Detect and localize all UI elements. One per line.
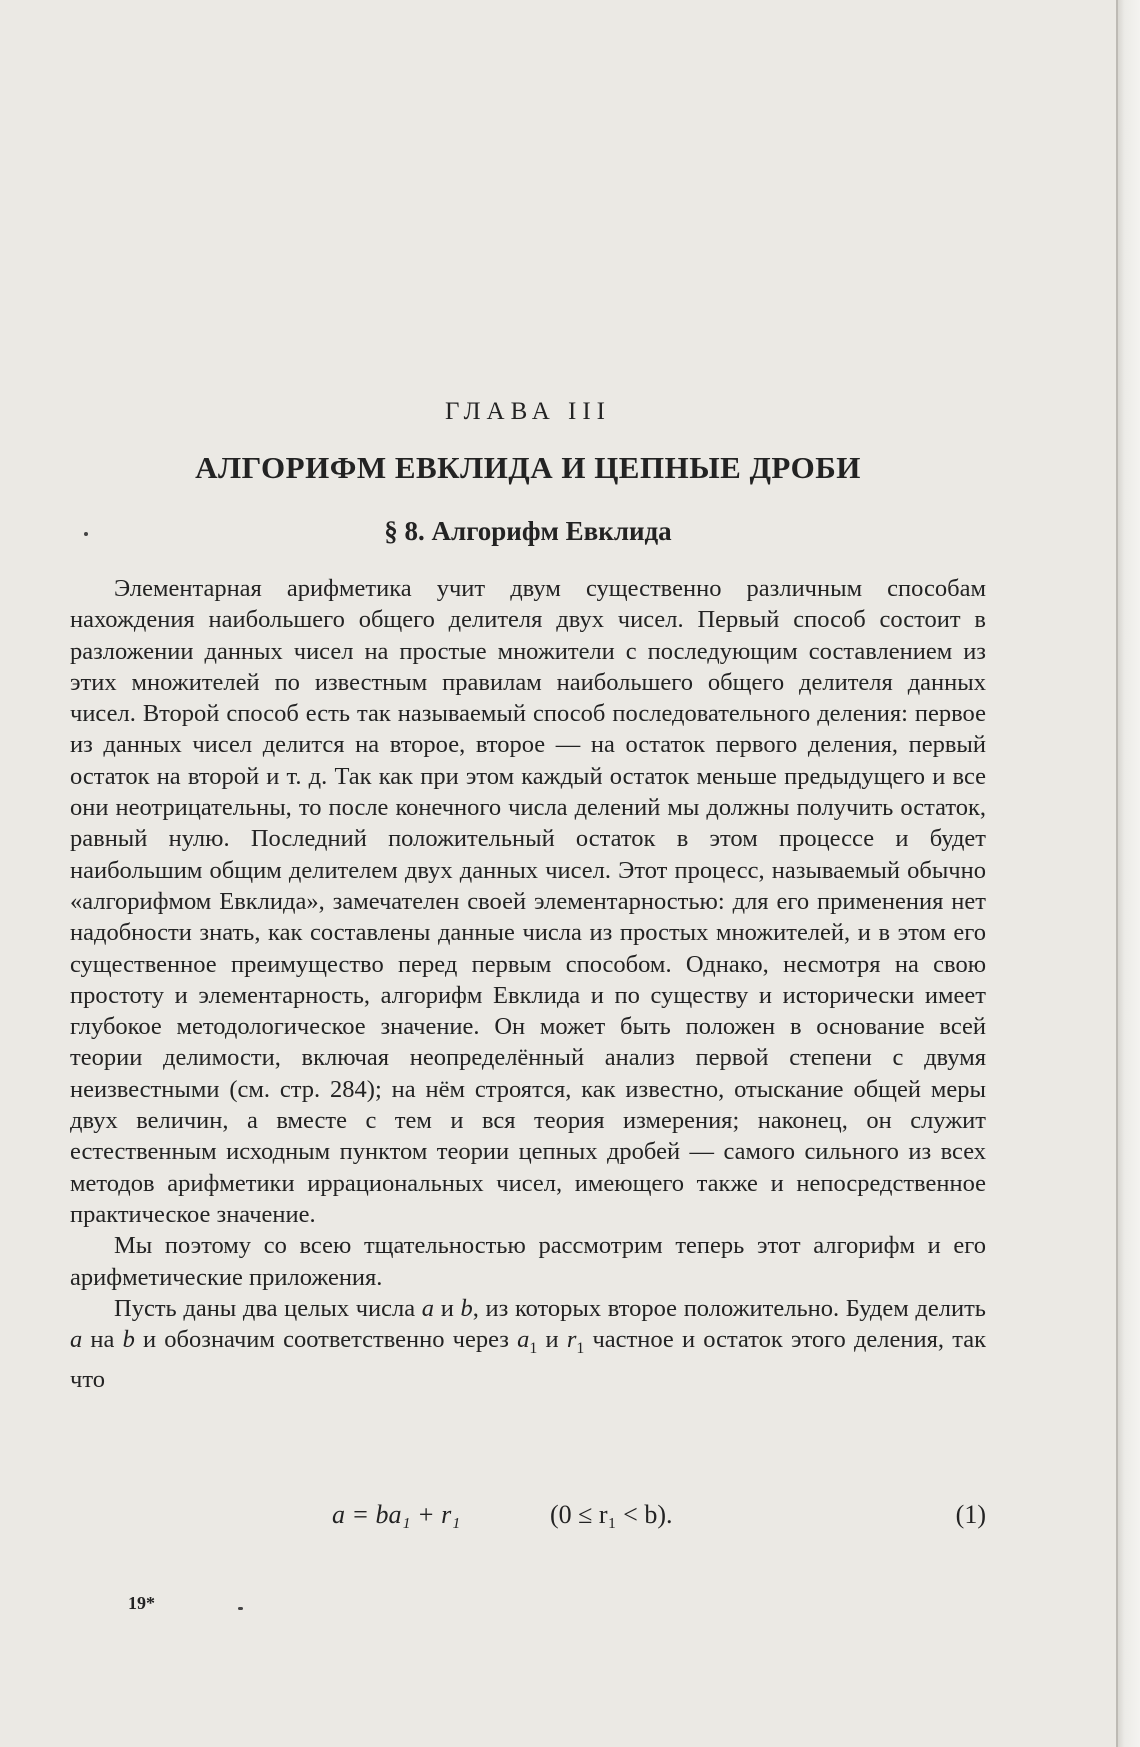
text-run: , из которых второе положительно. Будем делить xyxy=(472,1294,986,1322)
formula-line xyxy=(70,1500,986,1536)
paragraph: Элементарная арифметика учит двум существенно различным способам нахождения наибольшего общего делителя двух чисел. Первый способ состоит в разложении данных чисел на простые множители с последующим составлением из этих множителей по известным правилам наибольшего общего делителя данных чисел. Второй способ есть так называемый способ последовательного деления: первое из данных чисел делится на второе, второе — на остаток первого деления, первый остаток на второй и т. д. Так как при этом каждый остаток меньше предыдущего и все они неотрицательны, то после конечного числа делений мы должны получить остаток, равный нулю. Последний положительный остаток в этом процессе и будет наибольшим общим делителем двух данных чисел. Этот процесс, называемый обычно «алгорифмом Евклида», замечателен своей элементарностью: для его применения нет надобности знать, как составлены данные числа из простых множителей, и в этом его существенное преимущество перед первым способом. Однако, несмотря на свою простоту и элементарность, алгорифм Евклида и по существу и исторически имеет глубокое методологическое значение. Он может быть положен в основание всей теории делимости, включая неопределённый анализ первой степени с двумя неизвестными (см. стр. 284); на нём строятся, как известно, отыскание общей меры двух величин, а вместе с тем и вся теория измерения; наконец, он служит естественным исходным пунктом теории цепных дробей — самого сильного из всех методов арифметики иррациональных чисел, имеющего также и непосредственное практическое значение. xyxy=(70,575,986,1228)
variable-b: b xyxy=(460,1294,473,1322)
variable-quotient: a xyxy=(517,1326,530,1354)
print-speck xyxy=(84,532,88,536)
text-run: Пусть даны два целых числа xyxy=(114,1294,422,1322)
paragraph xyxy=(70,1293,986,1396)
variable-a: a xyxy=(70,1326,83,1354)
chapter-label: ГЛАВА III xyxy=(445,398,611,425)
book-page xyxy=(70,0,986,1747)
page-edge xyxy=(1116,0,1140,1747)
text-run: и xyxy=(434,1294,461,1322)
formula-number: (1) xyxy=(955,1500,986,1529)
text-run: и xyxy=(537,1326,567,1354)
variable-b: b xyxy=(122,1326,135,1354)
print-speck xyxy=(238,1607,243,1610)
section-title: § 8. Алгорифм Евклида xyxy=(384,516,672,546)
chapter-title: АЛГОРИФМ ЕВКЛИДА И ЦЕПНЫЕ ДРОБИ xyxy=(195,450,861,485)
text-run: частное и остаток этого деления, так что xyxy=(70,1326,986,1394)
variable-a: a xyxy=(421,1294,435,1322)
body-text xyxy=(70,573,986,1396)
paragraph: Мы поэтому со всею тщательностью рассмотрим теперь этот алгорифм и его арифметические приложения. xyxy=(70,1232,986,1291)
text-run: на xyxy=(82,1326,123,1354)
formula-main: a = ba₁ + r₁ xyxy=(332,1500,461,1529)
subscript: 1 xyxy=(529,1340,538,1358)
subscript: 1 xyxy=(576,1340,585,1358)
formula-condition: (0 ≤ r₁ < b). xyxy=(550,1500,673,1529)
variable-remainder: r xyxy=(566,1326,577,1354)
signature-mark: 19* xyxy=(128,1593,155,1613)
text-run: и обозначим соответственно через xyxy=(134,1326,518,1354)
